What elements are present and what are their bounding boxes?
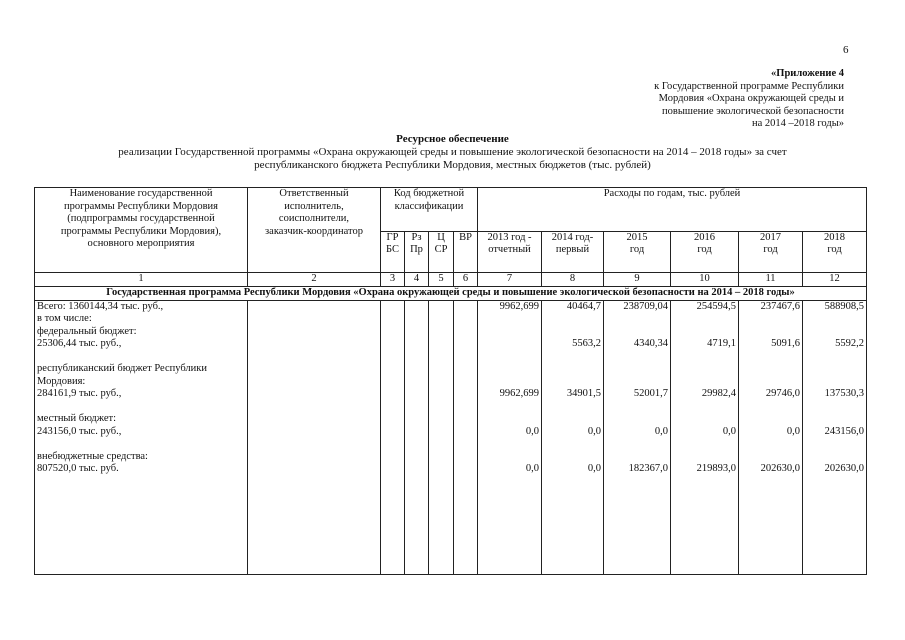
title-main: Ресурсное обеспечение xyxy=(396,133,509,145)
code-text: Ц xyxy=(437,231,445,243)
funding-line: 25306,44 тыс. руб., xyxy=(37,338,122,349)
funding-line: в том числе: xyxy=(37,313,92,324)
header-row xyxy=(35,188,867,232)
value-cell xyxy=(673,401,736,414)
appendix-line: повышение экологической безопасности xyxy=(662,105,844,117)
header-text: заказчик-координатор xyxy=(265,225,363,237)
header-text: основного мероприятия xyxy=(87,238,195,249)
value-cell: 9962,699 xyxy=(499,300,539,312)
value-cell: 0,0 xyxy=(654,425,668,437)
value-cell xyxy=(606,313,668,326)
value-cell xyxy=(606,363,668,376)
value-cell xyxy=(741,413,800,426)
value-cell xyxy=(544,363,601,376)
value-cell xyxy=(741,313,800,326)
value-cell xyxy=(480,363,539,376)
page-number: 6 xyxy=(843,44,849,56)
resource-table xyxy=(34,187,867,575)
value-cell: 202630,0 xyxy=(824,463,864,474)
value-cell: 237467,6 xyxy=(760,300,800,312)
column-number: 2 xyxy=(248,273,381,287)
value-cell: 5563,2 xyxy=(572,338,601,349)
year-2016 xyxy=(671,231,739,273)
code-cell xyxy=(381,300,405,574)
year-text: год xyxy=(827,244,842,255)
value-cell xyxy=(606,413,668,426)
appendix-heading: «Приложение 4 xyxy=(771,68,844,79)
year-text: отчетный xyxy=(488,244,531,255)
column-number: 8 xyxy=(542,273,604,287)
value-cell xyxy=(606,401,668,414)
funding-line: Всего: 1360144,34 тыс. руб., xyxy=(37,300,164,312)
value-cell xyxy=(606,376,668,389)
value-cell: 202630,0 xyxy=(760,463,800,474)
value-cell xyxy=(544,376,601,389)
value-cell: 0,0 xyxy=(587,425,601,437)
column-number: 6 xyxy=(454,273,478,287)
value-cell xyxy=(544,326,601,339)
value-cell xyxy=(606,326,668,339)
header-text: Код бюджетной xyxy=(393,188,465,199)
year-text: 2016 xyxy=(694,231,715,243)
year-2014 xyxy=(542,231,604,273)
appendix-line: Мордовия «Охрана окружающей среды и xyxy=(658,93,844,104)
value-cell xyxy=(480,313,539,326)
year-text: год xyxy=(697,244,712,255)
value-cell: 219893,0 xyxy=(696,463,736,474)
appendix-line: к Государственной программе Республики xyxy=(654,80,844,92)
value-cell xyxy=(741,401,800,414)
code-text: Пр xyxy=(410,244,423,255)
value-cell xyxy=(673,376,736,389)
value-cell xyxy=(544,313,601,326)
value-cell xyxy=(805,401,864,414)
value-cell xyxy=(805,313,864,326)
value-cell xyxy=(673,326,736,339)
value-cell xyxy=(741,351,800,364)
code-grbs xyxy=(381,231,405,273)
value-cell xyxy=(805,376,864,389)
values-2014 xyxy=(542,300,604,574)
value-cell xyxy=(805,438,864,451)
funding-description xyxy=(35,300,248,574)
funding-line: внебюджетные средства: xyxy=(37,450,148,462)
value-cell xyxy=(741,451,800,464)
year-2018 xyxy=(803,231,867,273)
value-cell: 34901,5 xyxy=(566,388,601,399)
value-cell: 4340,34 xyxy=(633,338,668,349)
header-budget-code xyxy=(381,188,478,232)
funding-line xyxy=(37,438,245,451)
value-cell: 9962,699 xyxy=(499,388,539,399)
header-text: Расходы по годам, тыс. рублей xyxy=(603,188,741,199)
code-text: ГР xyxy=(386,231,399,243)
value-cell: 29982,4 xyxy=(701,388,736,399)
funding-line: Мордовия: xyxy=(37,375,86,387)
year-2013 xyxy=(478,231,542,273)
value-cell: 5592,2 xyxy=(835,338,864,349)
year-text: 2015 xyxy=(626,231,648,243)
header-text: Наименование государственной xyxy=(69,188,213,199)
year-text: 2018 xyxy=(824,231,845,243)
year-text: первый xyxy=(555,244,590,255)
value-cell xyxy=(805,363,864,376)
funding-line: 243156,0 тыс. руб., xyxy=(37,425,122,437)
value-cell xyxy=(480,438,539,451)
executor-cell xyxy=(248,300,381,574)
column-number: 9 xyxy=(604,273,671,287)
funding-line xyxy=(37,351,245,364)
values-2017 xyxy=(739,300,803,574)
appendix-reference xyxy=(600,68,844,131)
program-title: Государственная программа Республики Мордовия «Охрана окружающей среды и повышение экологической безопасности на 2014 – 2018 годы» xyxy=(35,286,867,300)
column-number: 4 xyxy=(405,273,429,287)
value-cell xyxy=(480,351,539,364)
value-cell xyxy=(805,451,864,464)
value-cell xyxy=(805,326,864,339)
value-cell xyxy=(805,413,864,426)
value-cell xyxy=(673,451,736,464)
column-number: 5 xyxy=(429,273,454,287)
value-cell: 238709,04 xyxy=(623,300,668,312)
value-cell xyxy=(544,438,601,451)
value-cell xyxy=(673,351,736,364)
funding-lines xyxy=(37,301,245,476)
value-cell xyxy=(673,413,736,426)
header-executor xyxy=(248,188,381,273)
value-cell xyxy=(673,438,736,451)
value-cell: 40464,7 xyxy=(566,300,601,312)
header-text: (подпрограммы государственной xyxy=(67,213,215,224)
column-number: 1 xyxy=(35,273,248,287)
funding-line: местный бюджет: xyxy=(37,413,117,424)
code-vr xyxy=(454,231,478,273)
value-cell xyxy=(480,451,539,464)
header-text: исполнитель, xyxy=(284,200,344,212)
code-text: Рз xyxy=(411,231,422,243)
value-cell xyxy=(480,338,539,351)
funding-row xyxy=(35,300,867,574)
code-text: СР xyxy=(434,244,448,255)
value-cell xyxy=(606,351,668,364)
year-text: год xyxy=(763,244,778,255)
value-cell xyxy=(673,313,736,326)
header-name xyxy=(35,188,248,273)
funding-line: 807520,0 тыс. руб. xyxy=(37,463,119,474)
header-text: программы Республики Мордовия), xyxy=(60,225,222,237)
value-cell: 5091,6 xyxy=(771,338,800,349)
value-cell: 29746,0 xyxy=(765,388,800,399)
year-text: год xyxy=(629,244,645,255)
value-cell xyxy=(741,438,800,451)
header-expenses xyxy=(478,188,867,232)
column-number: 7 xyxy=(478,273,542,287)
values-2015 xyxy=(604,300,671,574)
column-number-row xyxy=(35,273,867,287)
code-text: БС xyxy=(386,244,399,255)
column-number: 11 xyxy=(739,273,803,287)
funding-line: республиканский бюджет Республики xyxy=(37,363,208,374)
value-cell: 182367,0 xyxy=(628,463,668,474)
value-cell xyxy=(673,363,736,376)
value-cell: 243156,0 xyxy=(824,425,864,437)
value-cell xyxy=(606,451,668,464)
value-cell: 137530,3 xyxy=(824,388,864,399)
value-cell xyxy=(544,413,601,426)
year-text: 2014 год- xyxy=(551,231,594,243)
value-cell xyxy=(741,376,800,389)
value-cell xyxy=(480,326,539,339)
column-number: 10 xyxy=(671,273,739,287)
code-cell xyxy=(405,300,429,574)
code-cell xyxy=(429,300,454,574)
value-cell xyxy=(606,438,668,451)
value-cell: 0,0 xyxy=(525,463,539,474)
value-cell: 4719,1 xyxy=(707,338,736,349)
header-text: программы Республики Мордовия xyxy=(63,200,219,212)
values-2018 xyxy=(803,300,867,574)
column-number: 12 xyxy=(803,273,867,287)
code-cell xyxy=(454,300,478,574)
year-text: 2013 год - xyxy=(487,231,532,243)
document-title xyxy=(0,133,905,172)
value-cell: 0,0 xyxy=(722,425,736,437)
header-text: классификации xyxy=(394,200,464,212)
value-cell xyxy=(741,363,800,376)
funding-line: федеральный бюджет: xyxy=(37,325,137,337)
year-text: 2017 xyxy=(760,231,781,243)
value-cell: 254594,5 xyxy=(696,300,736,312)
value-cell xyxy=(544,451,601,464)
appendix-line: на 2014 –2018 годы» xyxy=(751,118,844,129)
value-cell: 588908,5 xyxy=(824,300,864,312)
funding-line xyxy=(37,401,245,414)
code-tssr xyxy=(429,231,454,273)
header-text: Ответственный xyxy=(279,188,349,199)
header-text: соисполнители, xyxy=(278,213,350,224)
value-cell xyxy=(544,351,601,364)
value-cell: 0,0 xyxy=(587,463,601,474)
value-cell xyxy=(741,326,800,339)
value-cell xyxy=(544,401,601,414)
value-cell xyxy=(480,401,539,414)
code-rzpr xyxy=(405,231,429,273)
year-2015 xyxy=(604,231,671,273)
value-cell xyxy=(805,351,864,364)
title-line-1: реализации Государственной программы «Охрана окружающей среды и повышение экологической безопасности на 2014 – 2018 годы» за счет xyxy=(118,146,787,158)
value-cell xyxy=(480,413,539,426)
values-2013 xyxy=(478,300,542,574)
value-cell xyxy=(480,376,539,389)
value-cell: 52001,7 xyxy=(633,388,668,399)
year-2017 xyxy=(739,231,803,273)
funding-line: 284161,9 тыс. руб., xyxy=(37,388,122,399)
column-number: 3 xyxy=(381,273,405,287)
title-line-2: республиканского бюджета Республики Мордовия, местных бюджетов (тыс. рублей) xyxy=(254,159,651,171)
value-cell: 0,0 xyxy=(525,425,539,437)
program-title-row xyxy=(35,286,867,300)
value-cell: 0,0 xyxy=(786,425,800,437)
code-text: ВР xyxy=(459,231,472,243)
values-2016 xyxy=(671,300,739,574)
